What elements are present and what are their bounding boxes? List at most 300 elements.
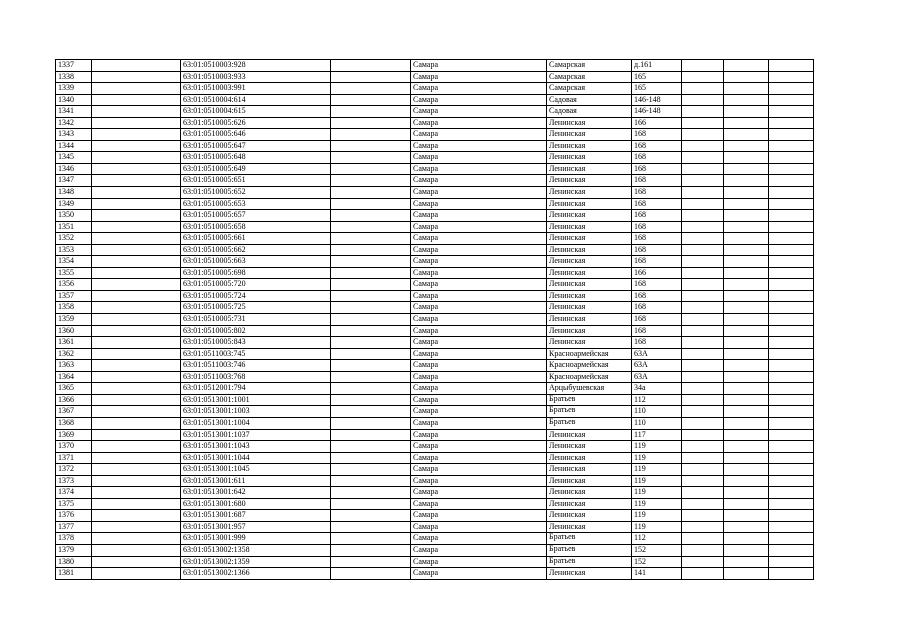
house-cell: 63А: [632, 371, 682, 383]
table-row: [56, 417, 814, 429]
cadastral-number-cell: 63:01:0510005:698: [181, 267, 331, 279]
empty-cell: [724, 441, 769, 453]
empty-cell: [331, 556, 411, 568]
table-row: [56, 510, 814, 522]
empty-cell: [682, 244, 724, 256]
house-cell: д.161: [632, 60, 682, 72]
table-row: [56, 383, 814, 395]
empty-cell: [724, 464, 769, 476]
table-row: [56, 556, 814, 568]
empty-cell: [724, 417, 769, 429]
house-cell: 168: [632, 337, 682, 349]
cadastral-number-cell: 63:01:0513001:1003: [181, 406, 331, 418]
house-cell: 146-148: [632, 94, 682, 106]
street-cell: Ленинская: [547, 221, 632, 233]
street-cell: Ленинская: [547, 475, 632, 487]
street-cell: Арцыбушевская: [547, 383, 632, 395]
house-cell: 110: [632, 417, 682, 429]
row-number-cell: 1363: [56, 360, 92, 372]
house-cell: 112: [632, 533, 682, 545]
house-cell: 168: [632, 325, 682, 337]
empty-cell: [682, 429, 724, 441]
cadastral-number-cell: 63:01:0510005:647: [181, 140, 331, 152]
house-cell: 165: [632, 71, 682, 83]
empty-cell: [769, 71, 814, 83]
cadastral-number-cell: 63:01:0513001:642: [181, 487, 331, 499]
empty-cell: [92, 60, 181, 72]
city-cell: Самара: [411, 556, 547, 568]
row-number-cell: 1362: [56, 348, 92, 360]
empty-cell: [92, 383, 181, 395]
cadastral-number-cell: 63:01:0510003:933: [181, 71, 331, 83]
row-number-cell: 1373: [56, 475, 92, 487]
empty-cell: [769, 314, 814, 326]
row-number-cell: 1369: [56, 429, 92, 441]
table-row: [56, 498, 814, 510]
city-cell: Самара: [411, 233, 547, 245]
house-cell: 168: [632, 152, 682, 164]
empty-cell: [92, 325, 181, 337]
empty-cell: [724, 325, 769, 337]
table-row: [56, 210, 814, 222]
row-number-cell: 1375: [56, 498, 92, 510]
street-cell: Садовая: [547, 94, 632, 106]
city-cell: Самара: [411, 106, 547, 118]
empty-cell: [92, 475, 181, 487]
empty-cell: [92, 302, 181, 314]
empty-cell: [92, 314, 181, 326]
empty-cell: [682, 487, 724, 499]
house-cell: 119: [632, 464, 682, 476]
empty-cell: [724, 371, 769, 383]
empty-cell: [724, 106, 769, 118]
table-row: [56, 452, 814, 464]
empty-cell: [769, 337, 814, 349]
empty-cell: [769, 175, 814, 187]
table-row: [56, 360, 814, 372]
empty-cell: [331, 394, 411, 406]
street-cell: Ленинская: [547, 487, 632, 499]
street-cell: Ленинская: [547, 244, 632, 256]
street-cell: Красноармейская: [547, 360, 632, 372]
table-row: [56, 568, 814, 580]
house-cell: 117: [632, 429, 682, 441]
empty-cell: [331, 117, 411, 129]
empty-cell: [682, 302, 724, 314]
empty-cell: [331, 464, 411, 476]
empty-cell: [331, 510, 411, 522]
empty-cell: [769, 487, 814, 499]
empty-cell: [92, 94, 181, 106]
registry-sheet: [55, 59, 814, 580]
empty-cell: [682, 348, 724, 360]
house-cell: 141: [632, 568, 682, 580]
cadastral-number-cell: 63:01:0510005:651: [181, 175, 331, 187]
row-number-cell: 1346: [56, 163, 92, 175]
empty-cell: [769, 556, 814, 568]
empty-cell: [92, 533, 181, 545]
street-cell: Ленинская: [547, 429, 632, 441]
house-cell: 168: [632, 233, 682, 245]
empty-cell: [92, 256, 181, 268]
empty-cell: [724, 129, 769, 141]
empty-cell: [769, 163, 814, 175]
cadastral-number-cell: 63:01:0513001:957: [181, 521, 331, 533]
empty-cell: [724, 348, 769, 360]
empty-cell: [331, 152, 411, 164]
empty-cell: [92, 163, 181, 175]
street-cell: Ленинская: [547, 510, 632, 522]
empty-cell: [92, 348, 181, 360]
table-row: [56, 106, 814, 118]
empty-cell: [724, 498, 769, 510]
house-cell: 165: [632, 83, 682, 95]
street-cell: Ленинская: [547, 279, 632, 291]
cadastral-number-cell: 63:01:0510005:649: [181, 163, 331, 175]
empty-cell: [682, 498, 724, 510]
empty-cell: [769, 371, 814, 383]
empty-cell: [769, 568, 814, 580]
empty-cell: [92, 233, 181, 245]
empty-cell: [682, 406, 724, 418]
street-cell: Братьев: [547, 394, 632, 406]
empty-cell: [92, 83, 181, 95]
cadastral-number-cell: 63:01:0510005:802: [181, 325, 331, 337]
empty-cell: [682, 152, 724, 164]
row-number-cell: 1356: [56, 279, 92, 291]
table-row: [56, 117, 814, 129]
cadastral-number-cell: 63:01:0511003:768: [181, 371, 331, 383]
empty-cell: [92, 140, 181, 152]
empty-cell: [682, 175, 724, 187]
empty-cell: [92, 371, 181, 383]
table-row: [56, 60, 814, 72]
row-number-cell: 1370: [56, 441, 92, 453]
empty-cell: [769, 187, 814, 199]
row-number-cell: 1337: [56, 60, 92, 72]
empty-cell: [724, 210, 769, 222]
row-number-cell: 1353: [56, 244, 92, 256]
row-number-cell: 1352: [56, 233, 92, 245]
city-cell: Самара: [411, 129, 547, 141]
empty-cell: [769, 152, 814, 164]
empty-cell: [769, 256, 814, 268]
row-number-cell: 1339: [56, 83, 92, 95]
empty-cell: [92, 290, 181, 302]
empty-cell: [92, 556, 181, 568]
house-cell: 168: [632, 244, 682, 256]
city-cell: Самара: [411, 348, 547, 360]
empty-cell: [682, 394, 724, 406]
empty-cell: [769, 417, 814, 429]
row-number-cell: 1368: [56, 417, 92, 429]
empty-cell: [331, 521, 411, 533]
empty-cell: [682, 556, 724, 568]
empty-cell: [682, 521, 724, 533]
empty-cell: [682, 279, 724, 291]
cadastral-number-cell: 63:01:0513001:680: [181, 498, 331, 510]
table-row: [56, 187, 814, 199]
house-cell: 119: [632, 498, 682, 510]
city-cell: Самара: [411, 498, 547, 510]
street-cell: Красноармейская: [547, 371, 632, 383]
row-number-cell: 1359: [56, 314, 92, 326]
table-row: [56, 175, 814, 187]
table-row: [56, 533, 814, 545]
empty-cell: [331, 383, 411, 395]
row-number-cell: 1379: [56, 544, 92, 556]
cadastral-number-cell: 63:01:0510005:724: [181, 290, 331, 302]
street-cell: Ленинская: [547, 198, 632, 210]
city-cell: Самара: [411, 510, 547, 522]
street-cell: Ленинская: [547, 163, 632, 175]
empty-cell: [331, 94, 411, 106]
city-cell: Самара: [411, 487, 547, 499]
empty-cell: [682, 256, 724, 268]
house-cell: 152: [632, 544, 682, 556]
street-cell: Ленинская: [547, 175, 632, 187]
house-cell: 168: [632, 163, 682, 175]
empty-cell: [331, 429, 411, 441]
city-cell: Самара: [411, 406, 547, 418]
row-number-cell: 1343: [56, 129, 92, 141]
empty-cell: [724, 568, 769, 580]
street-cell: Ленинская: [547, 267, 632, 279]
house-cell: 146-148: [632, 106, 682, 118]
cadastral-number-cell: 63:01:0510003:991: [181, 83, 331, 95]
row-number-cell: 1355: [56, 267, 92, 279]
cadastral-number-cell: 63:01:0510005:720: [181, 279, 331, 291]
empty-cell: [92, 337, 181, 349]
empty-cell: [331, 314, 411, 326]
empty-cell: [331, 371, 411, 383]
row-number-cell: 1348: [56, 187, 92, 199]
row-number-cell: 1380: [56, 556, 92, 568]
table-row: [56, 221, 814, 233]
house-cell: 168: [632, 210, 682, 222]
table-row: [56, 475, 814, 487]
house-cell: 119: [632, 441, 682, 453]
empty-cell: [769, 544, 814, 556]
empty-cell: [331, 83, 411, 95]
street-cell: Самарская: [547, 71, 632, 83]
empty-cell: [331, 244, 411, 256]
cadastral-number-cell: 63:01:0512001:794: [181, 383, 331, 395]
city-cell: Самара: [411, 360, 547, 372]
empty-cell: [92, 187, 181, 199]
street-cell: Ленинская: [547, 256, 632, 268]
table-row: [56, 256, 814, 268]
empty-cell: [682, 106, 724, 118]
empty-cell: [724, 314, 769, 326]
empty-cell: [769, 279, 814, 291]
cadastral-number-cell: 63:01:0510003:928: [181, 60, 331, 72]
cadastral-number-cell: 63:01:0510005:648: [181, 152, 331, 164]
house-cell: 34а: [632, 383, 682, 395]
empty-cell: [724, 487, 769, 499]
empty-cell: [92, 568, 181, 580]
table-row: [56, 233, 814, 245]
empty-cell: [682, 360, 724, 372]
empty-cell: [724, 83, 769, 95]
empty-cell: [92, 175, 181, 187]
house-cell: 168: [632, 314, 682, 326]
empty-cell: [331, 221, 411, 233]
cadastral-number-cell: 63:01:0513001:1043: [181, 441, 331, 453]
row-number-cell: 1358: [56, 302, 92, 314]
empty-cell: [92, 417, 181, 429]
empty-cell: [724, 152, 769, 164]
row-number-cell: 1374: [56, 487, 92, 499]
empty-cell: [331, 140, 411, 152]
empty-cell: [331, 290, 411, 302]
empty-cell: [769, 302, 814, 314]
row-number-cell: 1342: [56, 117, 92, 129]
street-cell: Братьев: [547, 417, 632, 429]
street-cell: Ленинская: [547, 187, 632, 199]
empty-cell: [92, 152, 181, 164]
street-cell: Ленинская: [547, 337, 632, 349]
street-cell: Ленинская: [547, 441, 632, 453]
cadastral-number-cell: 63:01:0510005:725: [181, 302, 331, 314]
city-cell: Самара: [411, 314, 547, 326]
house-cell: 166: [632, 267, 682, 279]
empty-cell: [92, 244, 181, 256]
table-row: [56, 129, 814, 141]
empty-cell: [682, 417, 724, 429]
house-cell: 152: [632, 556, 682, 568]
empty-cell: [682, 233, 724, 245]
table-row: [56, 544, 814, 556]
empty-cell: [682, 83, 724, 95]
empty-cell: [682, 267, 724, 279]
row-number-cell: 1345: [56, 152, 92, 164]
table-row: [56, 83, 814, 95]
cadastral-table: [55, 59, 814, 580]
city-cell: Самара: [411, 256, 547, 268]
empty-cell: [331, 210, 411, 222]
empty-cell: [331, 163, 411, 175]
empty-cell: [724, 544, 769, 556]
empty-cell: [682, 60, 724, 72]
cadastral-number-cell: 63:01:0513002:1358: [181, 544, 331, 556]
empty-cell: [724, 163, 769, 175]
empty-cell: [682, 325, 724, 337]
table-row: [56, 198, 814, 210]
cadastral-number-cell: 63:01:0510005:657: [181, 210, 331, 222]
city-cell: Самара: [411, 117, 547, 129]
empty-cell: [724, 556, 769, 568]
empty-cell: [769, 83, 814, 95]
house-cell: 168: [632, 221, 682, 233]
row-number-cell: 1365: [56, 383, 92, 395]
empty-cell: [331, 279, 411, 291]
row-number-cell: 1338: [56, 71, 92, 83]
empty-cell: [92, 106, 181, 118]
city-cell: Самара: [411, 452, 547, 464]
cadastral-number-cell: 63:01:0513001:999: [181, 533, 331, 545]
city-cell: Самара: [411, 71, 547, 83]
empty-cell: [724, 452, 769, 464]
empty-cell: [769, 244, 814, 256]
empty-cell: [92, 464, 181, 476]
empty-cell: [92, 129, 181, 141]
city-cell: Самара: [411, 521, 547, 533]
cadastral-number-cell: 63:01:0510005:662: [181, 244, 331, 256]
house-cell: 119: [632, 487, 682, 499]
empty-cell: [769, 533, 814, 545]
table-row: [56, 487, 814, 499]
row-number-cell: 1347: [56, 175, 92, 187]
street-cell: Самарская: [547, 60, 632, 72]
house-cell: 168: [632, 279, 682, 291]
empty-cell: [331, 487, 411, 499]
row-number-cell: 1344: [56, 140, 92, 152]
cadastral-number-cell: 63:01:0513001:1044: [181, 452, 331, 464]
house-cell: 168: [632, 256, 682, 268]
cadastral-number-cell: 63:01:0513001:611: [181, 475, 331, 487]
cadastral-number-cell: 63:01:0513001:687: [181, 510, 331, 522]
table-row: [56, 290, 814, 302]
table-row: [56, 464, 814, 476]
empty-cell: [769, 394, 814, 406]
cadastral-number-cell: 63:01:0513002:1359: [181, 556, 331, 568]
city-cell: Самара: [411, 163, 547, 175]
cadastral-number-cell: 63:01:0510005:652: [181, 187, 331, 199]
street-cell: Ленинская: [547, 117, 632, 129]
house-cell: 168: [632, 129, 682, 141]
empty-cell: [682, 163, 724, 175]
street-cell: Ленинская: [547, 452, 632, 464]
empty-cell: [769, 60, 814, 72]
cadastral-number-cell: 63:01:0510005:653: [181, 198, 331, 210]
table-row: [56, 441, 814, 453]
table-row: [56, 325, 814, 337]
empty-cell: [769, 464, 814, 476]
row-number-cell: 1350: [56, 210, 92, 222]
cadastral-number-cell: 63:01:0511003:746: [181, 360, 331, 372]
empty-cell: [92, 198, 181, 210]
street-cell: Ленинская: [547, 464, 632, 476]
empty-cell: [331, 348, 411, 360]
empty-cell: [682, 464, 724, 476]
empty-cell: [682, 129, 724, 141]
empty-cell: [331, 544, 411, 556]
street-cell: Ленинская: [547, 233, 632, 245]
empty-cell: [331, 302, 411, 314]
cadastral-number-cell: 63:01:0510005:658: [181, 221, 331, 233]
empty-cell: [724, 117, 769, 129]
table-row: [56, 406, 814, 418]
row-number-cell: 1381: [56, 568, 92, 580]
empty-cell: [682, 290, 724, 302]
city-cell: Самара: [411, 325, 547, 337]
empty-cell: [92, 394, 181, 406]
empty-cell: [724, 475, 769, 487]
empty-cell: [92, 487, 181, 499]
city-cell: Самара: [411, 60, 547, 72]
empty-cell: [769, 348, 814, 360]
city-cell: Самара: [411, 441, 547, 453]
street-cell: Ленинская: [547, 568, 632, 580]
empty-cell: [682, 210, 724, 222]
empty-cell: [682, 510, 724, 522]
cadastral-number-cell: 63:01:0510005:843: [181, 337, 331, 349]
city-cell: Самара: [411, 140, 547, 152]
empty-cell: [769, 521, 814, 533]
table-row: [56, 302, 814, 314]
row-number-cell: 1360: [56, 325, 92, 337]
